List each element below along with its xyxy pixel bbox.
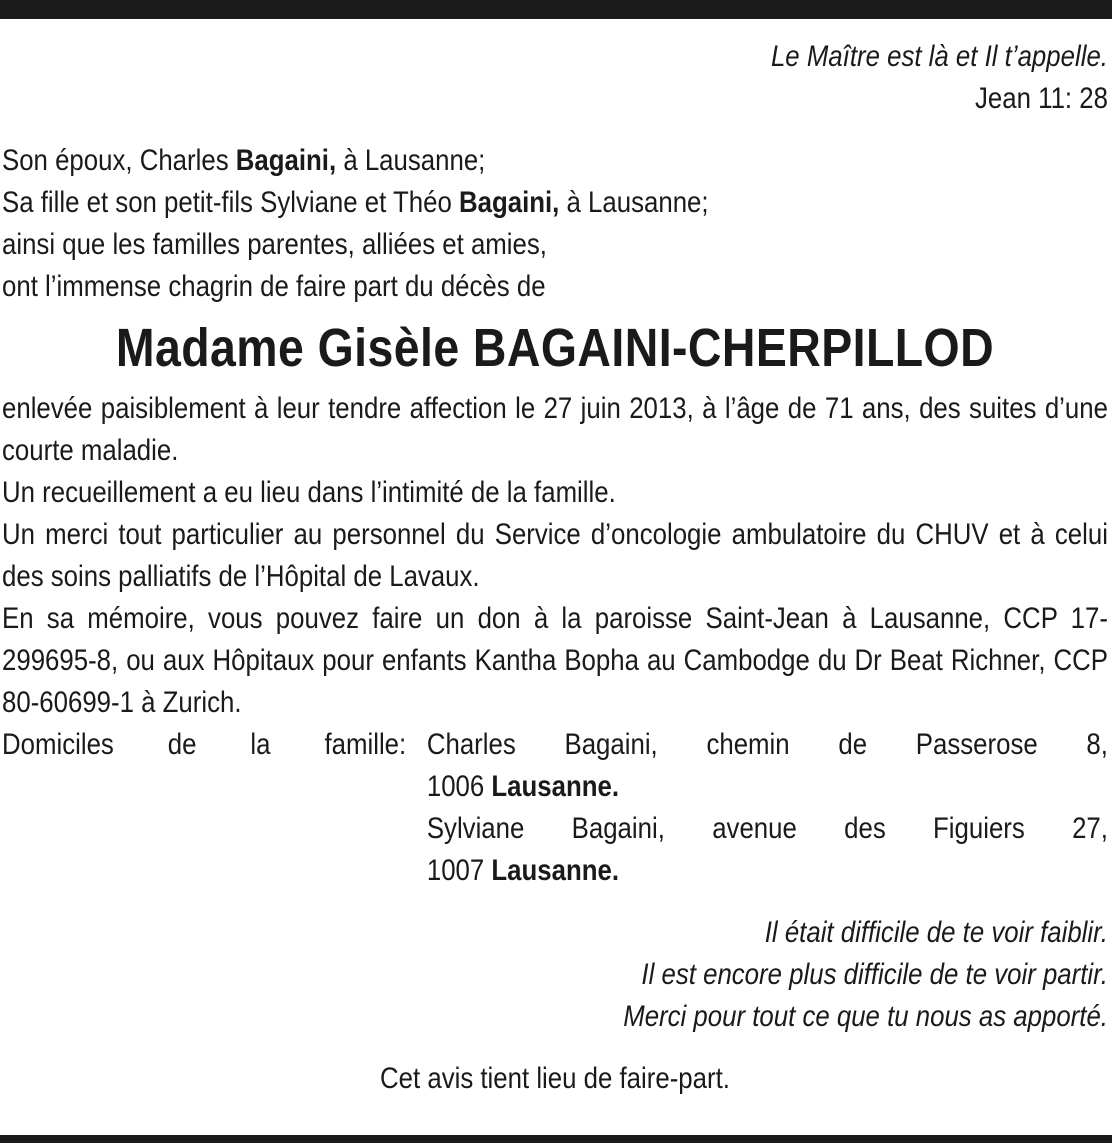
body-paragraph-2: Un recueillement a eu lieu dans l’intimité de la famille. <box>2 476 616 509</box>
deceased-name: Madame Gisèle BAGAINI-CHERPILLOD <box>115 318 995 378</box>
epigraph-reference: Jean 11: 28 <box>975 82 1108 115</box>
closing-verse-line-3: Merci pour tout ce que tu nous as apporté. <box>623 1000 1108 1033</box>
notice-line: Cet avis tient lieu de faire-part. <box>380 1062 730 1095</box>
address-2: Sylviane Bagaini, avenue des Figuiers 27, <box>426 812 1108 845</box>
body-paragraph-3: Un merci tout particulier au personnel du Service d’oncologie ambulatoire du CHUV et à celui des soins palliatifs de l’Hôpital de Lavaux. <box>2 518 1108 593</box>
top-rule <box>0 0 1112 19</box>
address-2-city: 1007 Lausanne. <box>426 854 620 887</box>
body-paragraph-4: En sa mémoire, vous pouvez faire un don à la paroisse Saint-Jean à Lausanne, CCP 17-299695-8, ou aux Hôpitaux pour enfants Kantha Bopha au Cambodge du Dr Beat Richner, CCP 80-60699-1 à Zurich. <box>2 602 1108 719</box>
bottom-rule <box>0 1135 1112 1143</box>
obituary-notice <box>2 36 1108 1100</box>
address-1-city: 1006 Lausanne. <box>426 770 620 803</box>
domiciles <box>2 724 1108 892</box>
family-line-4: ont l’immense chagrin de faire part du décès de <box>2 270 546 303</box>
closing-verse-line-1: Il était difficile de te voir faiblir. <box>764 916 1108 949</box>
closing-verse-line-2: Il est encore plus difficile de te voir partir. <box>641 958 1108 991</box>
domiciles-label: Domiciles de la famille: <box>2 728 407 761</box>
epigraph-quote: Le Maître est là et Il t’appelle. <box>770 40 1108 73</box>
body-paragraph-1: enlevée paisiblement à leur tendre affection le 27 juin 2013, à l’âge de 71 ans, des suites d’une courte maladie. <box>2 392 1108 467</box>
domiciles-addresses <box>427 724 1108 892</box>
family-line-3: ainsi que les familles parentes, alliées et amies, <box>2 228 547 261</box>
address-1: Charles Bagaini, chemin de Passerose 8, <box>426 728 1108 761</box>
family-line-2: Sa fille et son petit-fils Sylviane et Théo Bagaini, à Lausanne; <box>2 186 709 219</box>
family-line-1: Son époux, Charles Bagaini, à Lausanne; <box>2 144 486 177</box>
